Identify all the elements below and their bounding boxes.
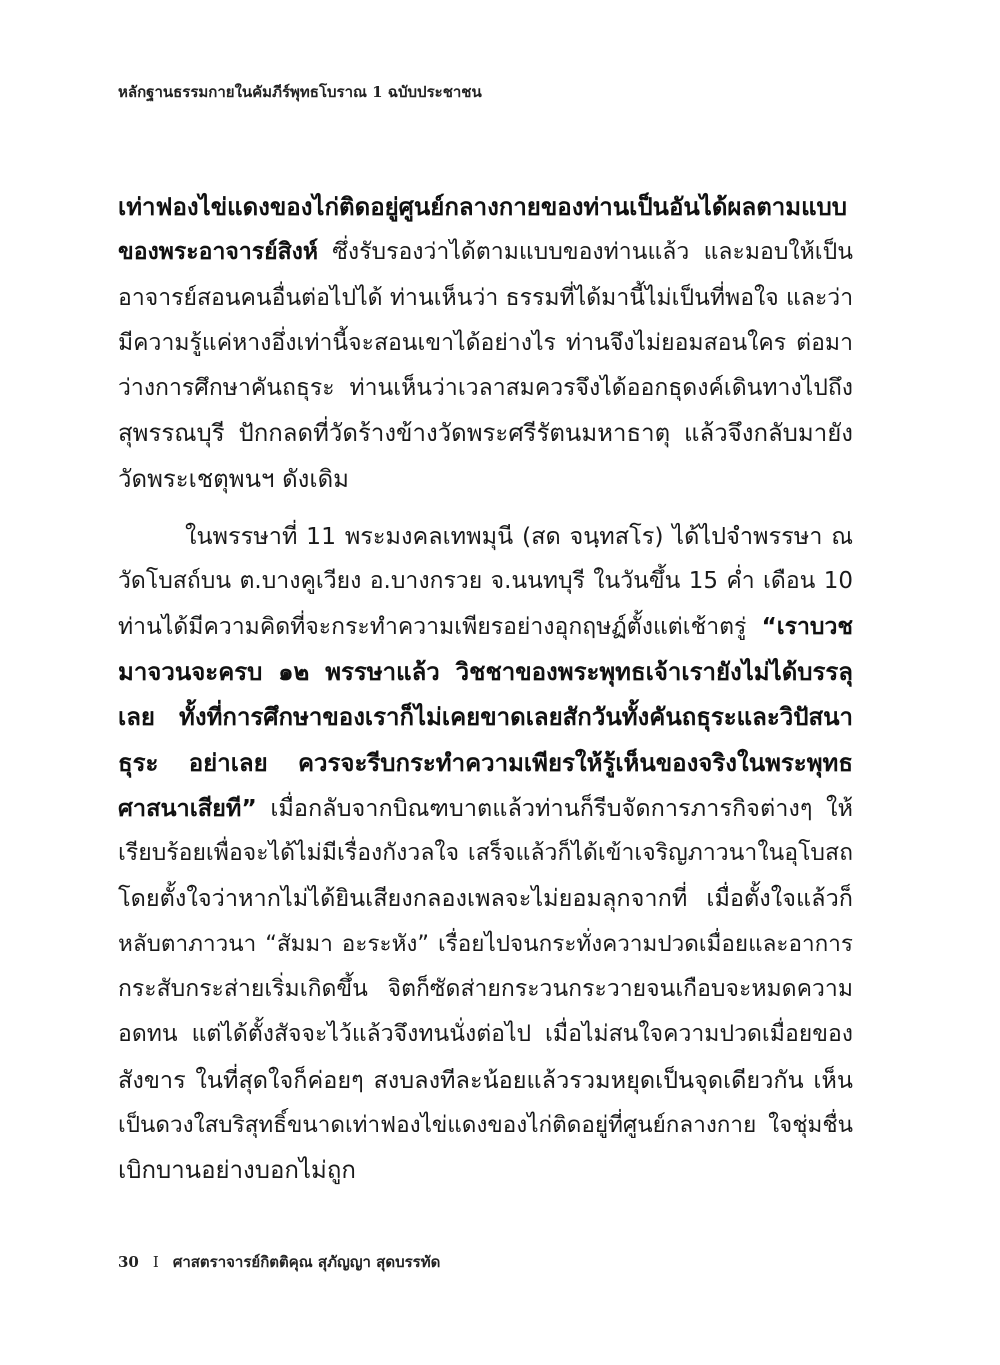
footer-author: ศาสตราจารย์กิตติคุณ สุภัญญา สุดบรรทัด (172, 1253, 441, 1271)
paragraph-2-line-11: กระสับกระส่ายเริ่มเกิดขึ้น จิตก็ซัดส่ายกระวนกระวายจนเกือบจะหมดความ (118, 976, 853, 1003)
bold-quote: เลย ทั้งที่การศึกษาของเราก็ไม่เคยขาดเลยสักวันทั้งคันถธุระและวิปัสนา (118, 703, 853, 732)
paragraph-2-line-14: เป็นดวงใสบริสุทธิ์ขนาดเท่าฟองไข่แดงของไก่ติดอยู่ที่ศูนย์กลางกาย ใจชุ่มชื่น (118, 1111, 853, 1138)
footer-separator: I (152, 1253, 159, 1271)
paragraph-2-line-2: วัดโบสถ์บน ต.บางคูเวียง อ.บางกรวย จ.นนทบุรี ในวันขึ้น 15 ค่ำ เดือน 10 (118, 568, 853, 595)
paragraph-2-line-7 (118, 786, 853, 831)
paragraph-1-line-4: มีความรู้แค่หางอึ่งเท่านี้จะสอนเขาได้อย่างไร ท่านจึงไม่ยอมสอนใคร ต่อมา (118, 329, 853, 356)
paragraph-1-line-1 (118, 185, 853, 230)
paragraph-2-line-1: ในพรรษาที่ 11 พระมงคลเทพมุนี (สด จนฺทสโร) ได้ไปจำพรรษา ณ (185, 522, 853, 551)
paragraph-2-line-13: สังขาร ในที่สุดใจก็ค่อยๆ สงบลงทีละน้อยแล้วรวมหยุดเป็นจุดเดียวกัน เห็น (118, 1065, 853, 1094)
bold-quote: “เราบวช (761, 613, 853, 640)
paragraph-1-line-2 (118, 230, 853, 275)
bold-quote: มาจวนจะครบ ๑๒ พรรษาแล้ว วิชชาของพระพุทธเจ้าเรายังไม่ได้บรรลุ (118, 657, 853, 686)
paragraph-2-line-3 (118, 605, 853, 650)
paragraph-2-line-5 (118, 695, 853, 740)
text-span: ท่านได้มีความคิดที่จะกระทำความเพียรอย่างอุกฤษฏ์ตั้งแต่เช้าตรู่ (118, 613, 762, 640)
paragraph-1-line-5: ว่างการศึกษาคันถธุระ ท่านเห็นว่าเวลาสมควรจึงได้ออกธุดงค์เดินทางไปถึง (118, 375, 853, 402)
paragraph-1-line-3: อาจารย์สอนคนอื่นต่อไปได้ ท่านเห็นว่า ธรรมที่ได้มานี้ไม่เป็นที่พอใจ และว่า (118, 284, 854, 311)
paragraph-1-line-7: วัดพระเชตุพนฯ ดังเดิม (118, 464, 349, 493)
paragraph-1-line-6: สุพรรณบุรี ปักกลดที่วัดร้างข้างวัดพระศรีรัตนมหาธาตุ แล้วจึงกลับมายัง (118, 419, 853, 448)
paragraph-2-line-9: โดยตั้งใจว่าหากไม่ได้ยินเสียงกลองเพลจะไม่ยอมลุกจากที่ เมื่อตั้งใจแล้วก็ (118, 884, 853, 913)
text-span: เมื่อกลับจากบิณฑบาตแล้วท่านก็รีบจัดการภารกิจต่างๆ ให้ (256, 793, 853, 822)
paragraph-2-line-4 (118, 650, 853, 695)
page-footer (118, 1250, 440, 1274)
text-span: ซึ่งรับรองว่าได้ตามแบบของท่านแล้ว และมอบให้เป็น (318, 239, 853, 266)
body-text (118, 185, 853, 1194)
running-header: หลักฐานธรรมกายในคัมภีร์พุทธโบราณ 1 ฉบับประชาชน (118, 83, 482, 101)
bold-quote: ของพระอาจารย์สิงห์ (118, 239, 319, 266)
paragraph-2-line-8: เรียบร้อยเพื่อจะได้ไม่มีเรื่องกังวลใจ เสร็จแล้วก็ได้เข้าเจริญภาวนาในอุโบสถ (118, 840, 853, 867)
bold-quote: ศาสนาเสียที” (118, 793, 257, 822)
bold-quote: เท่าฟองไข่แดงของไก่ติดอยู่ศูนย์กลางกายของท่านเป็นอันได้ผลตามแบบ (118, 193, 848, 221)
bold-quote: ธุระ อย่าเลย ควรจะรีบกระทำความเพียรให้รู้เห็นของจริงในพระพุทธ (118, 748, 853, 777)
paragraph-2-line-15: เบิกบานอย่างบอกไม่ถูก (118, 1156, 356, 1185)
paragraph-2-line-12: อดทน แต่ได้ตั้งสัจจะไว้แล้วจึงทนนั่งต่อไป เมื่อไม่สนใจความปวดเมื่อยของ (118, 1021, 853, 1048)
paragraph-2-line-6 (118, 741, 853, 786)
paragraph-2-line-10: หลับตาภาวนา “สัมมา อะระหัง” เรื่อยไปจนกระทั่งความปวดเมื่อยและอาการ (118, 930, 853, 957)
page-number: 30 (118, 1253, 139, 1271)
